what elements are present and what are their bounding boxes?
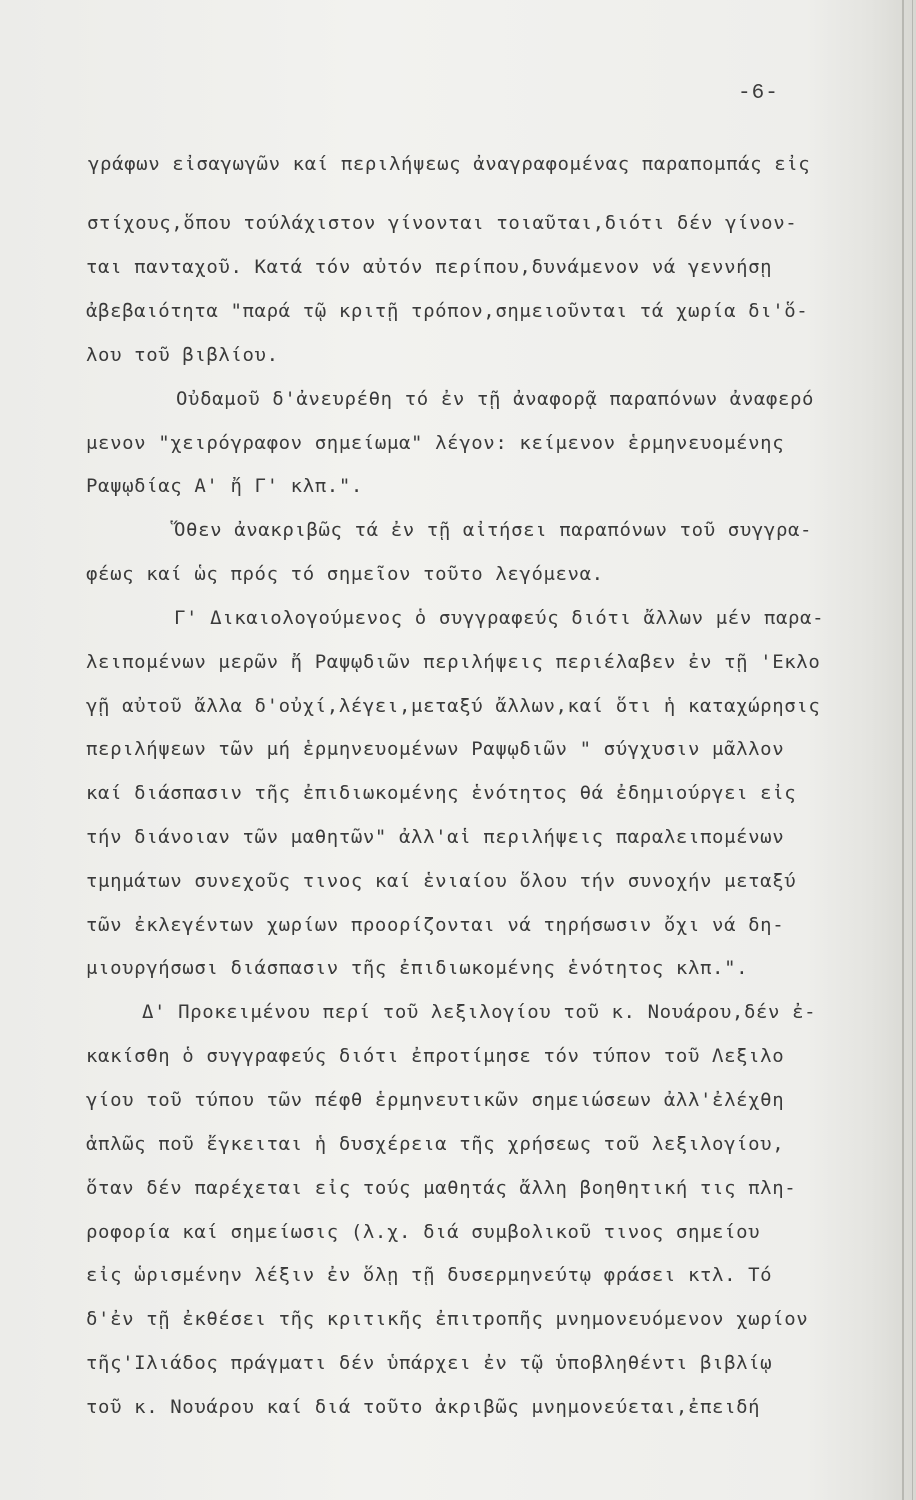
text-line: καί διάσπασιν τῆς ἐπιδιωκομένης ἑνότητος θά ἐδημιούργει εἰς — [86, 782, 797, 804]
text-line: λειπομένων μερῶν ἤ Ραψῳδιῶν περιλήψεις περιέλαβεν ἐν τῇ 'Εκλο — [86, 651, 821, 673]
text-line: εἰς ὡρισμένην λέξιν ἐν ὅλῃ τῇ δυσερμηνεύτῳ φράσει κτλ. Τό — [86, 1264, 773, 1286]
text-line: μενον "χειρόγραφον σημείωμα" λέγον: κείμενον ἑρμηνευομένης — [86, 432, 785, 454]
text-line: τοῦ κ. Νουάρου καί διά τοῦτο ἀκριβῶς μνημονεύεται,ἐπειδή — [86, 1396, 761, 1418]
text-line: μιουργήσωσι διάσπασιν τῆς ἐπιδιωκομένης ἑνότητος κλπ.". — [86, 957, 749, 979]
text-line: κακίσθη ὁ συγγραφεύς διότι ἐπροτίμησε τόν τύπον τοῦ Λεξιλο — [86, 1045, 785, 1067]
text-line: ἁπλῶς ποῦ ἔγκειται ἡ δυσχέρεια τῆς χρήσεως τοῦ λεξιλογίου, — [86, 1133, 785, 1155]
text-line: τμημάτων συνεχοῦς τινος καί ἑνιαίου ὅλου τήν συνοχήν μεταξύ — [86, 870, 797, 892]
text-line: ὅταν δέν παρέχεται εἰς τούς μαθητάς ἄλλη βοηθητική τις πλη- — [86, 1177, 797, 1199]
text-line: Ραψῳδίας Α' ἤ Γ' κλπ.". — [86, 475, 363, 497]
page-edge-outer — [912, 0, 913, 1500]
text-line: γῇ αὐτοῦ ἄλλα δ'οὐχί,λέγει,μεταξύ ἄλλων,καί ὅτι ἡ καταχώρησις — [86, 695, 821, 717]
text-line: δ'ἐν τῇ ἐκθέσει τῆς κριτικῆς ἐπιτροπῆς μνημονευόμενον χωρίον — [86, 1308, 809, 1330]
text-line: ται πανταχοῦ. Κατά τόν αὐτόν περίπου,δυνάμενον νά γεννήσῃ — [86, 256, 773, 278]
text-line: γίου τοῦ τύπου τῶν πέφθ ἑρμηνευτικῶν σημειώσεων ἀλλ'ἐλέχθη — [86, 1089, 785, 1111]
text-line: τῆς'Ιλιάδος πράγματι δέν ὑπάρχει ἐν τῷ ὑποβληθέντι βιβλίῳ — [86, 1352, 773, 1374]
text-line: τῶν ἐκλεγέντων χωρίων προορίζονται νά τηρήσωσιν ὄχι νά δη- — [86, 914, 785, 936]
text-line: Δ' Προκειμένου περί τοῦ λεξιλογίου τοῦ κ. Νουάρου,δέν ἐ- — [142, 1001, 817, 1023]
text-line: ἀβεβαιότητα "παρά τῷ κριτῇ τρόπον,σημειοῦνται τά χωρία δι'ὅ- — [86, 300, 809, 322]
text-line: ροφορία καί σημείωσις (λ.χ. διά συμβολικοῦ τινος σημείου — [86, 1221, 761, 1243]
text-line: φέως καί ὡς πρός τό σημεῖον τοῦτο λεγόμενα. — [86, 563, 604, 585]
page-edge — [902, 0, 904, 1500]
text-line: στίχους,ὅπου τούλάχιστον γίνονται τοιαῦται,διότι δέν γίνον- — [87, 212, 798, 234]
text-line: περιλήψεων τῶν μή ἑρμηνευομένων Ραψῳδιῶν " σύγχυσιν μᾶλλον — [86, 738, 785, 760]
text-line: τήν διάνοιαν τῶν μαθητῶν" ἀλλ'αἱ περιλήψεις παραλειπομένων — [86, 826, 785, 848]
text-line: Ὅθεν ἀνακριβῶς τά ἐν τῇ αἰτήσει παραπόνων τοῦ συγγρα- — [174, 519, 813, 541]
page-number: -6- — [738, 82, 779, 105]
text-line: λου τοῦ βιβλίου. — [86, 344, 279, 366]
text-line: Γ' Δικαιολογούμενος ὁ συγγραφεύς διότι ἄλλων μέν παρα- — [174, 607, 825, 629]
text-line: Οὐδαμοῦ δ'ἀνευρέθη τό ἐν τῇ ἀναφορᾷ παραπόνων ἀναφερό — [176, 388, 815, 410]
text-line: γράφων εἰσαγωγῶν καί περιλήψεως ἀναγραφομένας παραπομπάς εἰς — [88, 153, 811, 175]
